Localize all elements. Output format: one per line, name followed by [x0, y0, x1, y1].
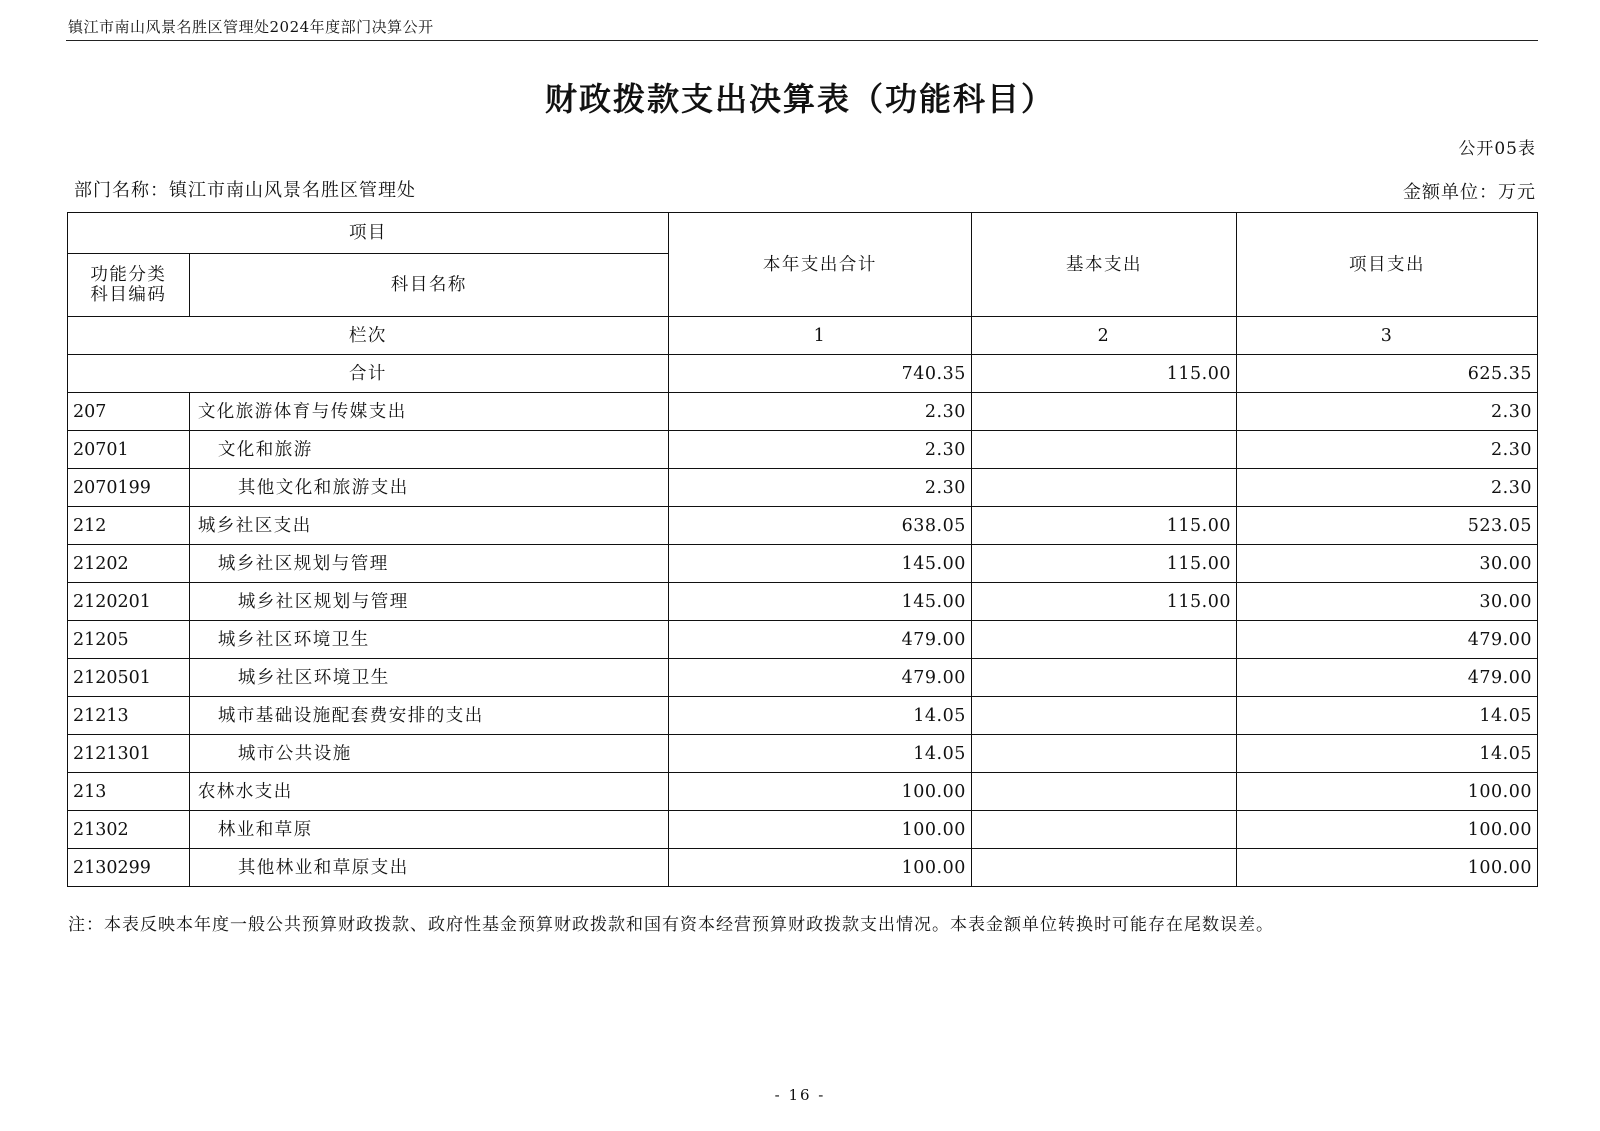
total-project: 625.35 — [1237, 355, 1538, 393]
total-basic: 115.00 — [971, 355, 1236, 393]
table-row — [68, 621, 1538, 659]
running-header: 镇江市南山风景名胜区管理处2024年度部门决算公开 — [68, 18, 434, 36]
total-label: 合计 — [68, 355, 669, 393]
row-basic — [971, 393, 1236, 431]
row-total: 479.00 — [668, 659, 971, 697]
row-project: 100.00 — [1237, 773, 1538, 811]
row-code: 20701 — [68, 431, 190, 469]
table-row — [68, 545, 1538, 583]
row-name: 城乡社区环境卫生 — [189, 621, 668, 659]
column-index-1: 1 — [668, 317, 971, 355]
row-code: 207 — [68, 393, 190, 431]
column-index-3: 3 — [1237, 317, 1538, 355]
table-row — [68, 697, 1538, 735]
table-row — [68, 811, 1538, 849]
row-name: 城乡社区支出 — [189, 507, 668, 545]
row-basic — [971, 469, 1236, 507]
row-total: 2.30 — [668, 469, 971, 507]
header-name: 科目名称 — [189, 254, 668, 317]
total-row — [68, 355, 1538, 393]
row-name: 城乡社区环境卫生 — [189, 659, 668, 697]
header-code-line1: 功能分类 — [90, 265, 167, 285]
row-name: 城市公共设施 — [189, 735, 668, 773]
row-code: 212 — [68, 507, 190, 545]
row-project: 100.00 — [1237, 849, 1538, 887]
table-row — [68, 431, 1538, 469]
row-basic — [971, 621, 1236, 659]
row-total: 479.00 — [668, 621, 971, 659]
column-index-2: 2 — [971, 317, 1236, 355]
row-project: 523.05 — [1237, 507, 1538, 545]
row-name: 其他林业和草原支出 — [189, 849, 668, 887]
row-code: 2130299 — [68, 849, 190, 887]
row-basic — [971, 431, 1236, 469]
expenditure-table — [67, 212, 1538, 887]
row-total: 2.30 — [668, 431, 971, 469]
header-project: 项目支出 — [1237, 213, 1538, 317]
table-row — [68, 583, 1538, 621]
table-row — [68, 735, 1538, 773]
row-name: 文化和旅游 — [189, 431, 668, 469]
row-total: 145.00 — [668, 583, 971, 621]
row-name: 林业和草原 — [189, 811, 668, 849]
row-project: 2.30 — [1237, 393, 1538, 431]
amount-unit: 金额单位：万元 — [1403, 182, 1536, 203]
table-header-row — [68, 213, 1538, 254]
table-row — [68, 659, 1538, 697]
row-basic: 115.00 — [971, 507, 1236, 545]
table-note: 注：本表反映本年度一般公共预算财政拨款、政府性基金预算财政拨款和国有资本经营预算财政拨款支出情况。本表金额单位转换时可能存在尾数误差。 — [68, 915, 1274, 935]
department-name: 部门名称：镇江市南山风景名胜区管理处 — [74, 180, 416, 201]
row-basic: 115.00 — [971, 583, 1236, 621]
row-basic — [971, 659, 1236, 697]
row-total: 14.05 — [668, 697, 971, 735]
row-basic: 115.00 — [971, 545, 1236, 583]
table-row — [68, 507, 1538, 545]
row-total: 638.05 — [668, 507, 971, 545]
row-name: 城市基础设施配套费安排的支出 — [189, 697, 668, 735]
row-code: 21213 — [68, 697, 190, 735]
row-project: 14.05 — [1237, 697, 1538, 735]
row-total: 100.00 — [668, 773, 971, 811]
header-basic: 基本支出 — [971, 213, 1236, 317]
page-number: - 16 - — [774, 1086, 826, 1104]
row-total: 100.00 — [668, 811, 971, 849]
row-project: 2.30 — [1237, 431, 1538, 469]
row-total: 100.00 — [668, 849, 971, 887]
total-amount: 740.35 — [668, 355, 971, 393]
row-code: 21202 — [68, 545, 190, 583]
row-code: 21302 — [68, 811, 190, 849]
row-code: 2070199 — [68, 469, 190, 507]
form-number: 公开05表 — [1458, 139, 1536, 159]
row-total: 2.30 — [668, 393, 971, 431]
row-basic — [971, 773, 1236, 811]
row-project: 30.00 — [1237, 545, 1538, 583]
row-basic — [971, 697, 1236, 735]
row-name: 城乡社区规划与管理 — [189, 583, 668, 621]
row-code: 2120201 — [68, 583, 190, 621]
row-basic — [971, 811, 1236, 849]
document-title: 财政拨款支出决算表（功能科目） — [544, 80, 1055, 118]
row-name: 农林水支出 — [189, 773, 668, 811]
row-code: 2120501 — [68, 659, 190, 697]
row-project: 2.30 — [1237, 469, 1538, 507]
row-total: 14.05 — [668, 735, 971, 773]
row-project: 30.00 — [1237, 583, 1538, 621]
table-row — [68, 393, 1538, 431]
header-code-line2: 科目编码 — [90, 285, 167, 305]
row-basic — [971, 849, 1236, 887]
header-total: 本年支出合计 — [668, 213, 971, 317]
row-name: 城乡社区规划与管理 — [189, 545, 668, 583]
column-index-label: 栏次 — [68, 317, 669, 355]
table-row — [68, 849, 1538, 887]
row-project: 100.00 — [1237, 811, 1538, 849]
header-divider — [66, 40, 1538, 41]
header-item: 项目 — [68, 213, 669, 254]
row-code: 2121301 — [68, 735, 190, 773]
row-basic — [971, 735, 1236, 773]
column-index-row — [68, 317, 1538, 355]
row-code: 213 — [68, 773, 190, 811]
row-code: 21205 — [68, 621, 190, 659]
row-project: 14.05 — [1237, 735, 1538, 773]
row-name: 其他文化和旅游支出 — [189, 469, 668, 507]
row-name: 文化旅游体育与传媒支出 — [189, 393, 668, 431]
row-project: 479.00 — [1237, 621, 1538, 659]
table-row — [68, 469, 1538, 507]
table-row — [68, 773, 1538, 811]
row-project: 479.00 — [1237, 659, 1538, 697]
header-code — [68, 254, 190, 317]
row-total: 145.00 — [668, 545, 971, 583]
